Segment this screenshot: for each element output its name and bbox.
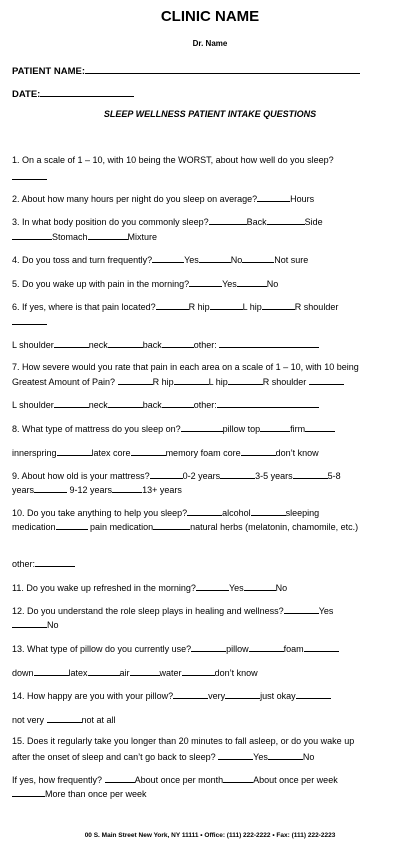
- question-10-line-2: medication pain medication natural herbs (melatonin, chamomile, etc.): [12, 522, 359, 532]
- answer-blank[interactable]: [12, 315, 47, 325]
- answer-blank[interactable]: [173, 689, 208, 699]
- patient-name-label: PATIENT NAME:: [12, 66, 86, 77]
- answer-blank[interactable]: [244, 581, 276, 591]
- answer-blank[interactable]: [88, 666, 120, 676]
- answer-blank[interactable]: [218, 750, 253, 760]
- answer-blank[interactable]: [251, 506, 286, 516]
- answer-blank[interactable]: [182, 666, 215, 676]
- answer-blank[interactable]: [56, 520, 88, 530]
- question-15-line-4: More than once per week: [12, 787, 147, 799]
- answer-blank[interactable]: [304, 642, 339, 652]
- answer-blank[interactable]: [262, 300, 295, 310]
- answer-blank[interactable]: [209, 215, 247, 225]
- answer-blank[interactable]: [108, 398, 143, 408]
- answer-blank[interactable]: [12, 618, 47, 628]
- answer-blank[interactable]: [12, 787, 45, 797]
- question-3-line-2: Stomach Mixture: [12, 230, 157, 242]
- question-15: 15. Does it regularly take you longer than 20 minutes to fall asleep, or do you wake up: [12, 736, 355, 746]
- question-10: 10. Do you take anything to help you sleep? alcohol sleeping: [12, 508, 320, 518]
- answer-blank[interactable]: [54, 398, 89, 408]
- patient-name-field: [12, 63, 360, 77]
- answer-blank[interactable]: [219, 338, 319, 348]
- question-2: 2. About how many hours per night do you sleep on average? Hours: [12, 194, 315, 204]
- question-6: 6. If yes, where is that pain located? R hip L hip R shoulder: [12, 302, 339, 312]
- answer-blank[interactable]: [242, 253, 274, 263]
- answer-blank[interactable]: [217, 398, 319, 408]
- date-input[interactable]: [40, 86, 134, 97]
- answer-blank[interactable]: [34, 483, 67, 493]
- patient-name-input[interactable]: [85, 63, 360, 74]
- question-4: 4. Do you toss and turn frequently? Yes No Not sure: [12, 255, 309, 265]
- answer-blank[interactable]: [105, 773, 135, 783]
- footer-address: 00 S. Main Street New York, NY 11111 • Office: (111) 222-2222 • Fax: (111) 222-2223: [84, 832, 336, 839]
- question-6-line-3: L shoulder neck back other:: [12, 338, 319, 350]
- answer-blank[interactable]: [118, 375, 153, 385]
- answer-blank[interactable]: [309, 375, 344, 385]
- answer-blank[interactable]: [108, 338, 143, 348]
- answer-blank[interactable]: [260, 422, 290, 432]
- question-15-line-2: after the onset of sleep and can’t go back to sleep? Yes No: [12, 752, 315, 762]
- answer-blank[interactable]: [199, 253, 231, 263]
- question-13-line-2: down latex air water don’t know: [12, 668, 258, 678]
- answer-blank[interactable]: [267, 215, 305, 225]
- clinic-name: CLINIC NAME: [160, 8, 260, 25]
- answer-blank[interactable]: [181, 422, 223, 432]
- answer-blank[interactable]: [54, 338, 89, 348]
- answer-blank[interactable]: [47, 713, 82, 723]
- answer-blank[interactable]: [241, 446, 276, 456]
- answer-blank[interactable]: [174, 375, 209, 385]
- answer-blank[interactable]: [268, 750, 303, 760]
- question-9: 9. About how old is your mattress? 0-2 years 3-5 years 5-8: [12, 471, 341, 481]
- answer-blank[interactable]: [34, 666, 69, 676]
- question-15-line-3: If yes, how frequently? About once per month About once per week: [12, 775, 338, 785]
- answer-blank[interactable]: [210, 300, 243, 310]
- date-field: [12, 86, 134, 100]
- question-10-line-3: other:: [12, 557, 75, 569]
- answer-blank[interactable]: [131, 446, 166, 456]
- question-12: 12. Do you understand the role sleep plays in healing and wellness? Yes: [12, 606, 334, 616]
- answer-blank[interactable]: [225, 689, 260, 699]
- question-1: 1. On a scale of 1 – 10, with 10 being the WORST, about how well do you sleep?: [12, 155, 334, 165]
- answer-blank[interactable]: [12, 230, 52, 240]
- answer-blank[interactable]: [284, 604, 319, 614]
- answer-blank[interactable]: [189, 277, 222, 287]
- answer-blank[interactable]: [249, 642, 284, 652]
- answer-blank[interactable]: [130, 666, 160, 676]
- answer-blank[interactable]: [196, 581, 229, 591]
- form-subtitle: SLEEP WELLNESS PATIENT INTAKE QUESTIONS: [103, 109, 317, 119]
- question-11: 11. Do you wake up refreshed in the morning? Yes No: [12, 583, 288, 593]
- answer-blank[interactable]: [257, 192, 290, 202]
- question-7: 7. How severe would you rate that pain in each area on a scale of 1 – 10, with 10 being: [12, 362, 359, 372]
- answer-blank[interactable]: [156, 300, 189, 310]
- question-9-line-2: years 9-12 years 13+ years: [12, 485, 182, 495]
- answer-blank[interactable]: [305, 422, 335, 432]
- question-7-line-3: L shoulder neck back other:: [12, 398, 319, 410]
- question-8: 8. What type of mattress do you sleep on? pillow top firm: [12, 422, 335, 434]
- question-12-line-2: No: [12, 618, 59, 630]
- doctor-name: Dr. Name: [192, 39, 228, 48]
- answer-blank[interactable]: [237, 277, 267, 287]
- answer-blank[interactable]: [88, 230, 128, 240]
- answer-blank[interactable]: [293, 469, 328, 479]
- question-14-line-2: not very not at all: [12, 715, 116, 725]
- question-3: 3. In what body position do you commonly sleep? Back Side: [12, 217, 323, 227]
- answer-blank[interactable]: [187, 506, 222, 516]
- answer-blank[interactable]: [223, 773, 253, 783]
- answer-blank[interactable]: [152, 253, 184, 263]
- answer-blank[interactable]: [162, 398, 194, 408]
- question-8-line-2: innerspring latex core memory foam core don’t know: [12, 448, 319, 458]
- answer-blank[interactable]: [12, 170, 47, 180]
- question-14: 14. How happy are you with your pillow? very just okay: [12, 689, 331, 701]
- answer-blank[interactable]: [150, 469, 183, 479]
- question-7-line-2: Greatest Amount of Pain? R hip L hip R shoulder: [12, 375, 344, 387]
- question-6-line-2: [12, 315, 47, 327]
- answer-blank[interactable]: [220, 469, 255, 479]
- answer-blank[interactable]: [112, 483, 142, 493]
- answer-blank[interactable]: [296, 689, 331, 699]
- question-5: 5. Do you wake up with pain in the morning? Yes No: [12, 279, 279, 289]
- question-1-answer: [12, 170, 47, 182]
- answer-blank[interactable]: [191, 642, 226, 652]
- answer-blank[interactable]: [57, 446, 92, 456]
- answer-blank[interactable]: [153, 520, 190, 530]
- answer-blank[interactable]: [162, 338, 194, 348]
- question-13: 13. What type of pillow do you currently use? pillow foam: [12, 642, 339, 654]
- answer-blank[interactable]: [228, 375, 263, 385]
- date-label: DATE:: [12, 89, 41, 100]
- answer-blank[interactable]: [35, 557, 75, 567]
